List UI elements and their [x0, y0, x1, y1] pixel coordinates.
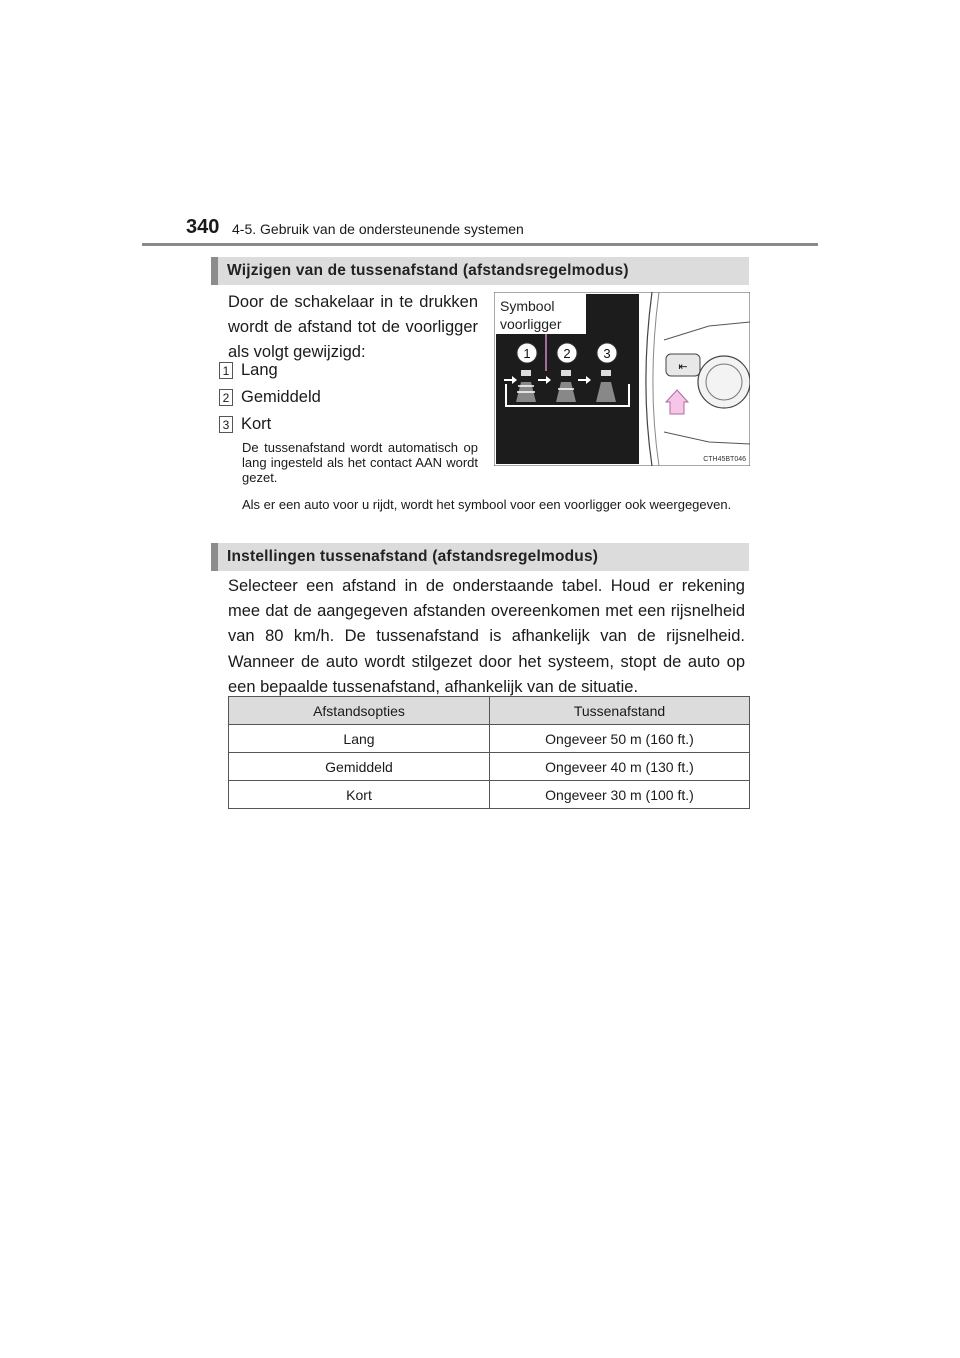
list-item	[219, 384, 321, 411]
table-header-cell: Tussenafstand	[490, 697, 750, 725]
table-cell: Ongeveer 40 m (130 ft.)	[490, 753, 750, 781]
distance-options-list	[219, 357, 321, 438]
svg-text:2: 2	[563, 346, 571, 361]
note-vehicle-ahead: Als er een auto voor u rijdt, wordt het symbool voor een voorligger ook weergegeven.	[242, 497, 732, 512]
list-item-label: Lang	[241, 361, 278, 379]
figure-code: CTH45BT046	[703, 456, 746, 463]
running-head: 4-5. Gebruik van de ondersteunende systemen	[232, 221, 524, 237]
table-cell: Ongeveer 30 m (100 ft.)	[490, 781, 750, 809]
badge-2	[557, 343, 577, 363]
list-item	[219, 357, 321, 384]
table-cell: Kort	[229, 781, 490, 809]
badge-1	[517, 343, 537, 363]
number-badge: 2	[219, 389, 233, 406]
section-heading-distance-settings: Instellingen tussenafstand (afstandsregelmodus)	[211, 543, 749, 571]
distance-symbols	[504, 370, 629, 406]
callout-label-line1: Symbool	[500, 298, 555, 314]
table-cell: Gemiddeld	[229, 753, 490, 781]
svg-text:1: 1	[523, 346, 531, 361]
page-number: 340	[186, 216, 220, 238]
badge-3	[597, 343, 617, 363]
table-row	[229, 753, 750, 781]
callout-label-line2: voorligger	[500, 316, 562, 332]
list-item-label: Kort	[241, 415, 272, 433]
distance-switch-figure	[494, 292, 750, 466]
table-cell: Ongeveer 50 m (160 ft.)	[490, 725, 750, 753]
list-item-label: Gemiddeld	[241, 388, 321, 406]
settings-paragraph: Selecteer een afstand in de onderstaande tabel. Houd er rekening mee dat de aangegeven afstanden overeenkomen met een rijsnelheid van 80 km/h. De tussenafstand is afhankelijk van de rijsnelheid. Wanneer de auto wordt stilgezet door het systeem, stopt de auto op een bepaalde tussenafstand, afhankelijk van de situatie.	[228, 577, 745, 696]
distance-switch-icon: ⇤	[678, 360, 688, 373]
table-header-row	[229, 697, 750, 725]
table-row	[229, 781, 750, 809]
svg-text:3: 3	[603, 346, 611, 361]
header-rule	[142, 243, 818, 246]
note-default-distance: De tussenafstand wordt automatisch op lang ingesteld als het contact AAN wordt gezet.	[242, 440, 478, 485]
table-row	[229, 725, 750, 753]
distance-table	[228, 696, 750, 809]
section-heading-distance-change: Wijzigen van de tussenafstand (afstandsregelmodus)	[211, 257, 749, 285]
intro-text: Door de schakelaar in te drukken wordt de afstand tot de voorligger als volgt gewijzigd:	[228, 293, 478, 361]
table-cell: Lang	[229, 725, 490, 753]
number-badge: 3	[219, 416, 233, 433]
number-badge: 1	[219, 362, 233, 379]
table-header-cell: Afstandsopties	[229, 697, 490, 725]
list-item	[219, 411, 321, 438]
